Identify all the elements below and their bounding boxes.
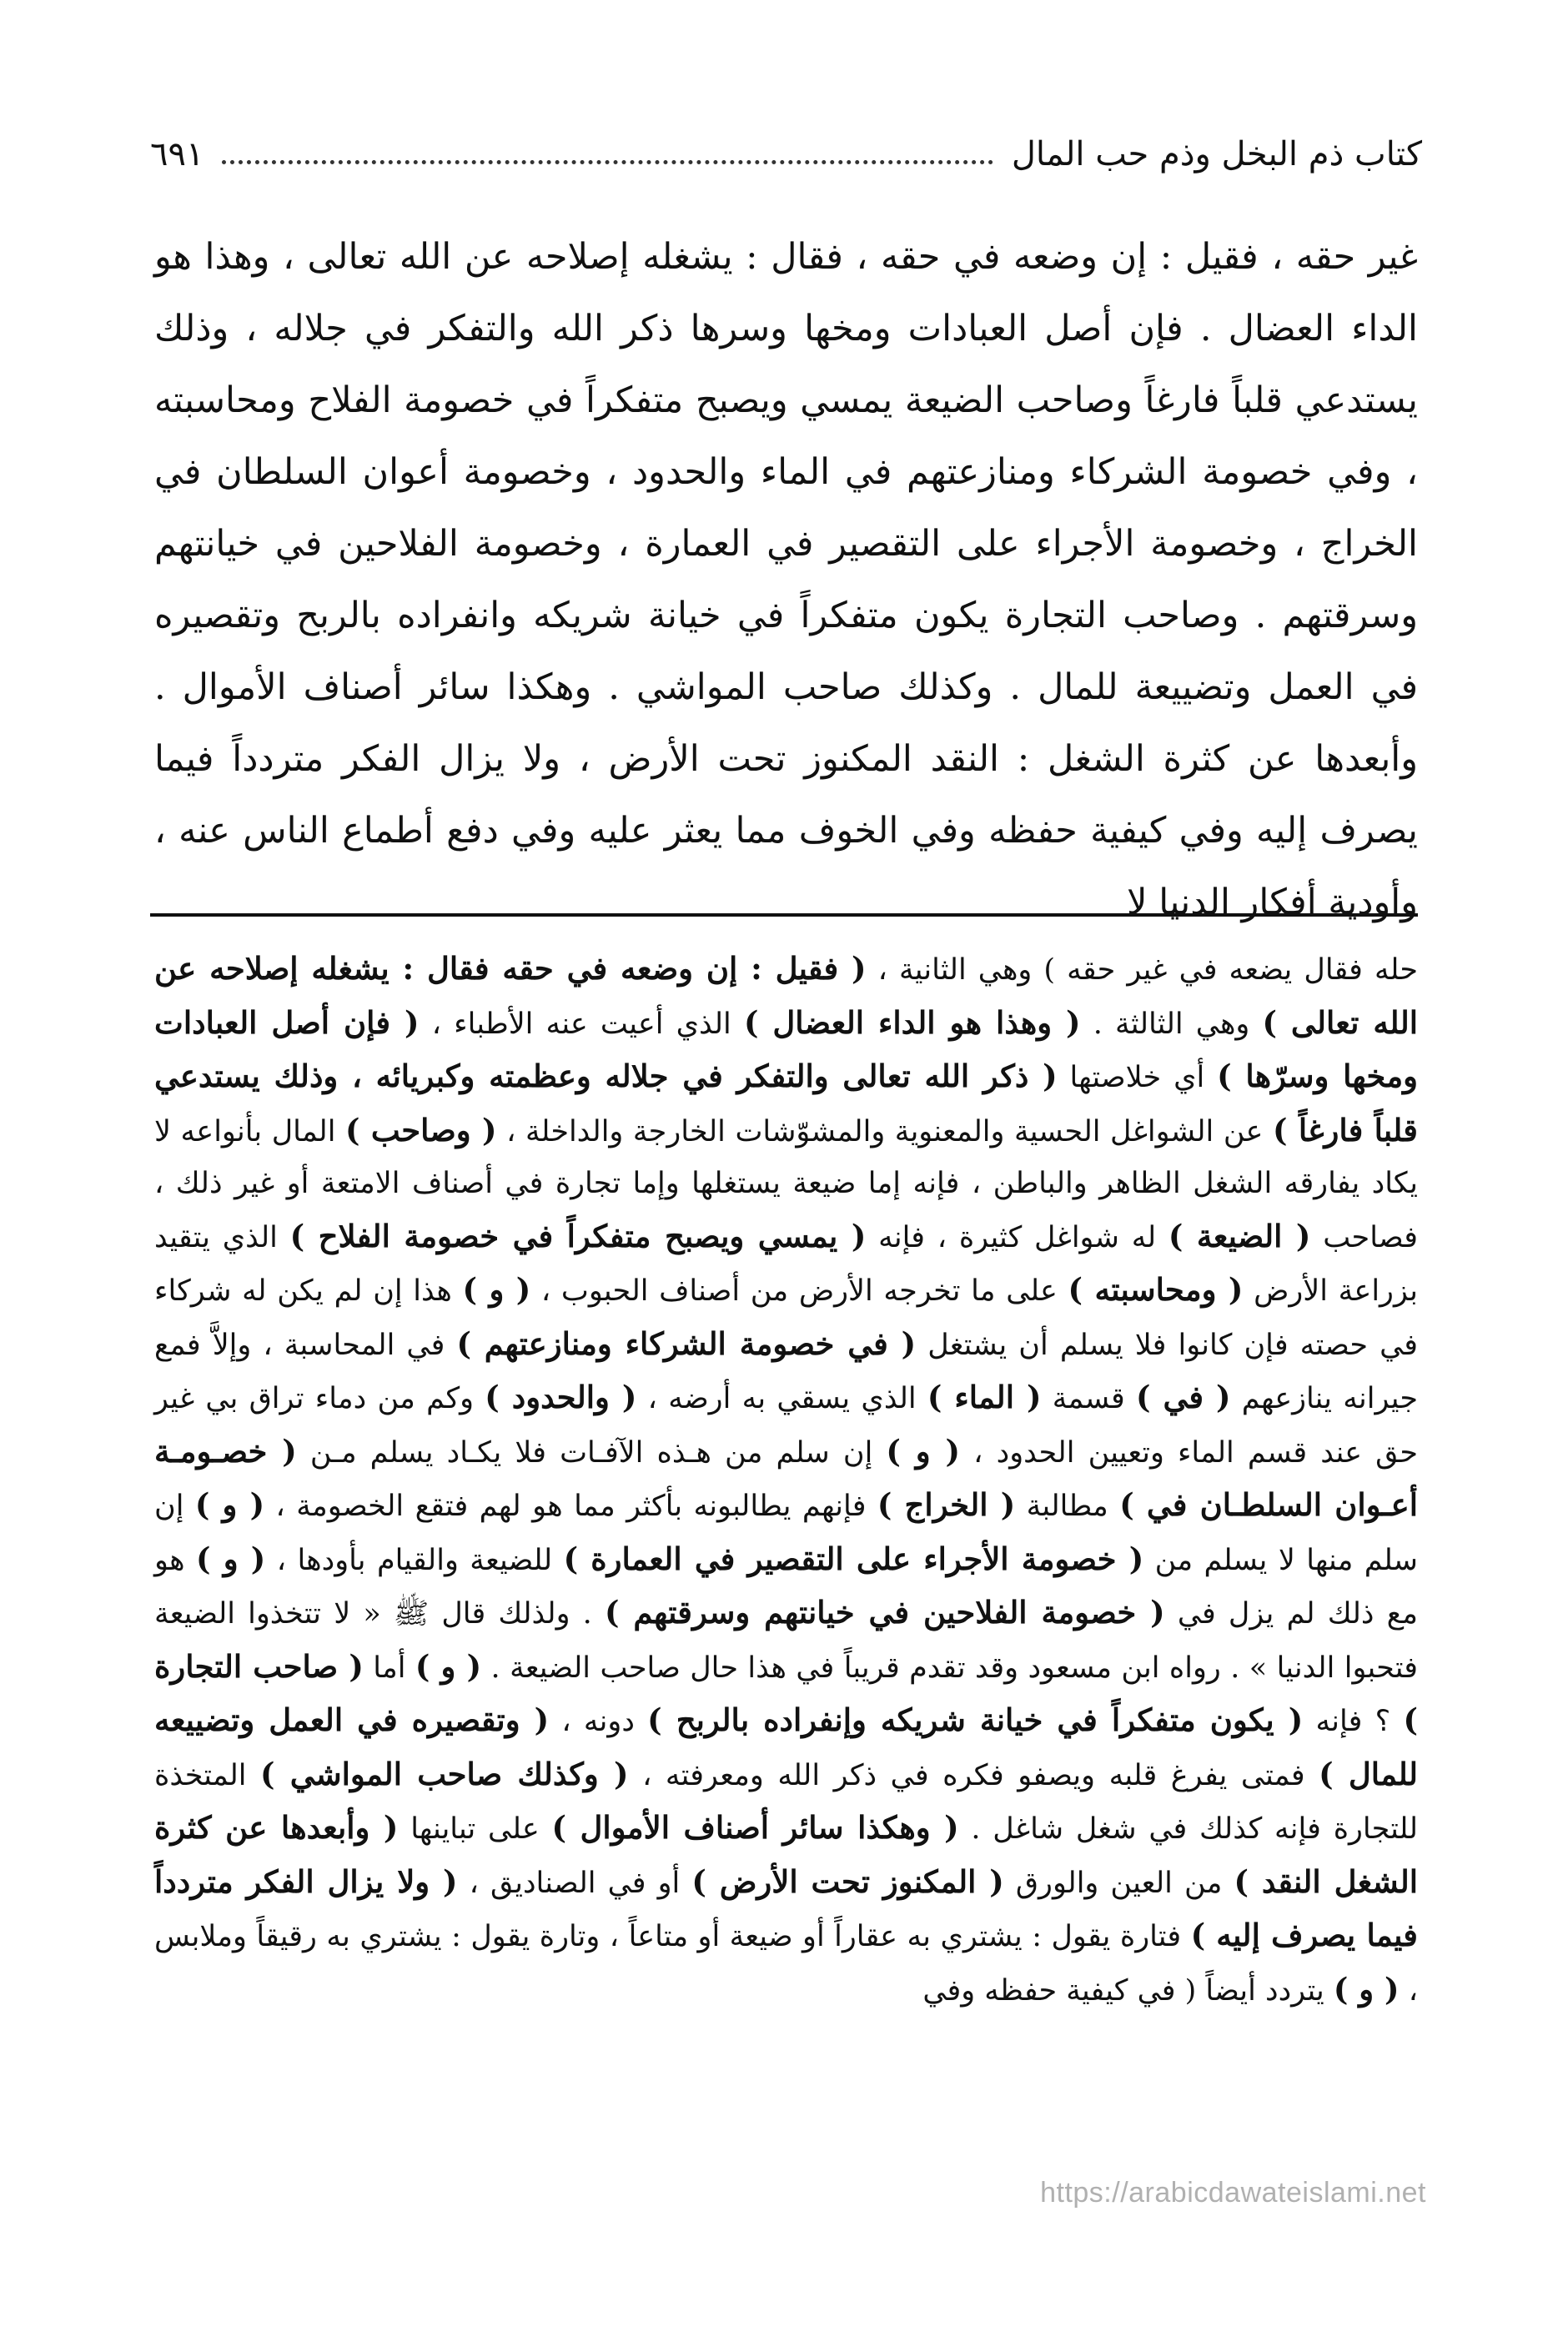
quoted-matn: ( و ) bbox=[886, 1432, 961, 1470]
quoted-matn: ( يكون متفكراً في خيانة شريكه وإنفراده بالربح ) bbox=[647, 1701, 1304, 1738]
quoted-matn: ( خصومة الفلاحين في خيانتهم وسرقتهم ) bbox=[604, 1594, 1165, 1631]
quoted-matn: ( و ) bbox=[462, 1271, 531, 1308]
quoted-matn: ( و ) bbox=[196, 1540, 266, 1577]
quoted-matn: ( وصاحب ) bbox=[345, 1111, 497, 1148]
quoted-matn: ( خصـومـة أعـوان السلطـان في ) bbox=[154, 1432, 1418, 1523]
quoted-matn: ( في ) bbox=[1135, 1379, 1231, 1415]
commentary-block bbox=[154, 942, 1418, 2017]
main-text-block bbox=[154, 221, 1418, 938]
quoted-matn: ( ذكر الله تعالى والتفكر في جلاله وعظمته وكبريائه ، وذلك يستدعي قلباً فارغاً ) bbox=[154, 1058, 1418, 1148]
quoted-matn: ( و ) bbox=[1333, 1970, 1400, 2008]
chapter-title: كتاب ذم البخل وذم حب المال bbox=[1011, 135, 1422, 173]
quoted-matn: ( يمسي ويصبح متفكراً في خصومة الفلاح ) bbox=[289, 1217, 867, 1254]
footnote-divider bbox=[150, 913, 1418, 917]
quoted-matn: ( خصومة الأجراء على التقصير في العمارة ) bbox=[563, 1540, 1144, 1577]
quoted-matn: ( وهكذا سائر أصناف الأموال ) bbox=[551, 1809, 959, 1846]
main-paragraph: غير حقه ، فقيل : إن وضعه في حقه ، فقال : يشغله إصلاحه عن الله تعالى ، وهذا هو الداء العضال . فإن أصل العبادات ومخها وسرها ذكر الله والتفكر في جلاله ، وذلك يستدعي قلباً فارغاً وصاحب الضيعة يمسي ويصبح متفكراً في خصومة الفلاح ومحاسبته ، وفي خصومة الشركاء ومنازعتهم في الماء والحدود ، وخصومة أعوان السلطان في الخراج ، وخصومة الأجراء على التقصير في العمارة ، وخصومة الفلاحين في خيانتهم وسرقتهم . وصاحب التجارة يكون متفكراً في خيانة شريكه وانفراده بالربح وتقصيره في العمل وتضييعة للمال . وكذلك صاحب المواشي . وهكذا سائر أصناف الأموال . وأبعدها عن كثرة الشغل : النقد المكنوز تحت الأرض ، ولا يزال الفكر متردداً فيما يصرف إليه وفي كيفية حفظه وفي الخوف مما يعثر عليه وفي دفع أطماع الناس عنه ، وأودية أفكار الدنيا لا bbox=[154, 236, 1418, 923]
quoted-matn: ( و ) bbox=[194, 1486, 265, 1523]
quoted-matn: ( الخراج ) bbox=[877, 1486, 1016, 1523]
quoted-matn: ( والحدود ) bbox=[485, 1379, 637, 1415]
quoted-matn: ( فقيل : إن وضعه في حقه فقال : يشغله إصلاحه عن الله تعالى ) bbox=[154, 950, 1418, 1041]
quoted-matn: ( في خصومة الشركاء ومنازعتهم ) bbox=[456, 1324, 917, 1362]
page-number: ٦٩١ bbox=[150, 135, 204, 173]
quoted-matn: ( و ) bbox=[415, 1647, 482, 1685]
quoted-matn: ( وهذا هو الداء العضال ) bbox=[743, 1003, 1081, 1041]
commentary-paragraph: حله فقال يضعه في غير حقه ) وهي الثانية ، ( فقيل : إن وضعه في حقه فقال : يشغله إصلاحه عن الله تعالى ) وهي الثالثة . ( وهذا هو الداء العضال ) الذي أعيت عنه الأطباء ، ( فإن أصل العبادات ومخها وسرّها ) أي خلاصتها ( ذكر الله تعالى والتفكر في جلاله وعظمته وكبريائه ، وذلك يستدعي قلباً فارغاً ) عن الشواغل الحسية والمعنوية والمشوّشات الخارجة والداخلة ، ( وصاحب ) المال بأنواعه لا يكاد يفارقه الشغل الظاهر والباطن ، فإنه إما ضيعة يستغلها وإما تجارة في أصناف الامتعة أو غير ذلك ، فصاحب ( الضيعة ) له شواغل كثيرة ، فإنه ( يمسي ويصبح متفكراً في خصومة الفلاح ) الذي يتقيد بزراعة الأرض ( ومحاسبته ) على ما تخرجه الأرض من أصناف الحبوب ، ( و ) هذا إن لم يكن له شركاء في حصته فإن كانوا فلا يسلم أن يشتغل ( في خصومة الشركاء ومنازعتهم ) في المحاسبة ، وإلاَّ فمع جيرانه ينازعهم ( في ) قسمة ( الماء ) الذي يسقي به أرضه ، ( والحدود ) وكم من دماء تراق بي غير حق عند قسم الماء وتعيين الحدود ، ( و ) إن سلم من هـذه الآفـات فلا يكـاد يسلم مـن ( خصـومـة أعـوان السلطـان في ) مطالبة ( الخراج ) فإنهم يطالبونه بأكثر مما هو لهم فتقع الخصومة ، ( و ) إن سلم منها لا يسلم من ( خصومة الأجراء على التقصير في العمارة ) للضيعة والقيام بأودها ، ( و ) هو مع ذلك لم يزل في ( خصومة الفلاحين في خيانتهم وسرقتهم ) . ولذلك قال ﷺ « لا تتخذوا الضيعة فتحبوا الدنيا » . رواه ابن مسعود وقد تقدم قريباً في هذا حال صاحب الضيعة . ( و ) أما ( صاحب التجارة ) ؟ فإنه ( يكون متفكراً في خيانة شريكه وإنفراده بالربح ) دونه ، ( وتقصيره في العمل وتضييعه للمال ) فمتى يفرغ قلبه ويصفو فكره في ذكر الله ومعرفته ، ( وكذلك صاحب المواشي ) المتخذة للتجارة فإنه كذلك في شغل شاغل . ( وهكذا سائر أصناف الأموال ) على تباينها ( وأبعدها عن كثرة الشغل النقد ) من العين والورق ( المكنوز تحت الأرض ) أو في الصناديق ، ( ولا يزال الفكر متردداً فيما يصرف إليه ) فتارة يقول : يشتري به عقاراً أو ضيعة أو متاعاً ، وتارة يقول : يشتري به رقيقاً وملابس ، ( و ) يتردد أيضاً ( في كيفية حفظه وفي bbox=[154, 950, 1419, 2008]
quoted-matn: ( ومحاسبته ) bbox=[1068, 1271, 1244, 1308]
quoted-matn: ( فإن أصل العبادات ومخها وسرّها ) bbox=[154, 1003, 1419, 1094]
quoted-matn: ( صاحب التجارة ) bbox=[154, 1647, 1419, 1738]
quoted-matn: ( المكنوز تحت الأرض ) bbox=[691, 1862, 1004, 1900]
quoted-matn: ( الضيعة ) bbox=[1168, 1217, 1311, 1254]
quoted-matn: ( وكذلك صاحب المواشي ) bbox=[260, 1755, 629, 1792]
leader-dots bbox=[222, 160, 993, 164]
quoted-matn: ( وتقصيره في العمل وتضييعه للمال ) bbox=[154, 1701, 1418, 1792]
quoted-matn: ( الماء ) bbox=[927, 1379, 1042, 1415]
quoted-matn: ( وأبعدها عن كثرة الشغل النقد ) bbox=[154, 1809, 1419, 1900]
running-header bbox=[150, 125, 1422, 183]
quoted-matn: ( ولا يزال الفكر متردداً فيما يصرف إليه ) bbox=[154, 1862, 1418, 1953]
watermark-url: https://arabicdawateislami.net bbox=[1040, 2177, 1426, 2209]
